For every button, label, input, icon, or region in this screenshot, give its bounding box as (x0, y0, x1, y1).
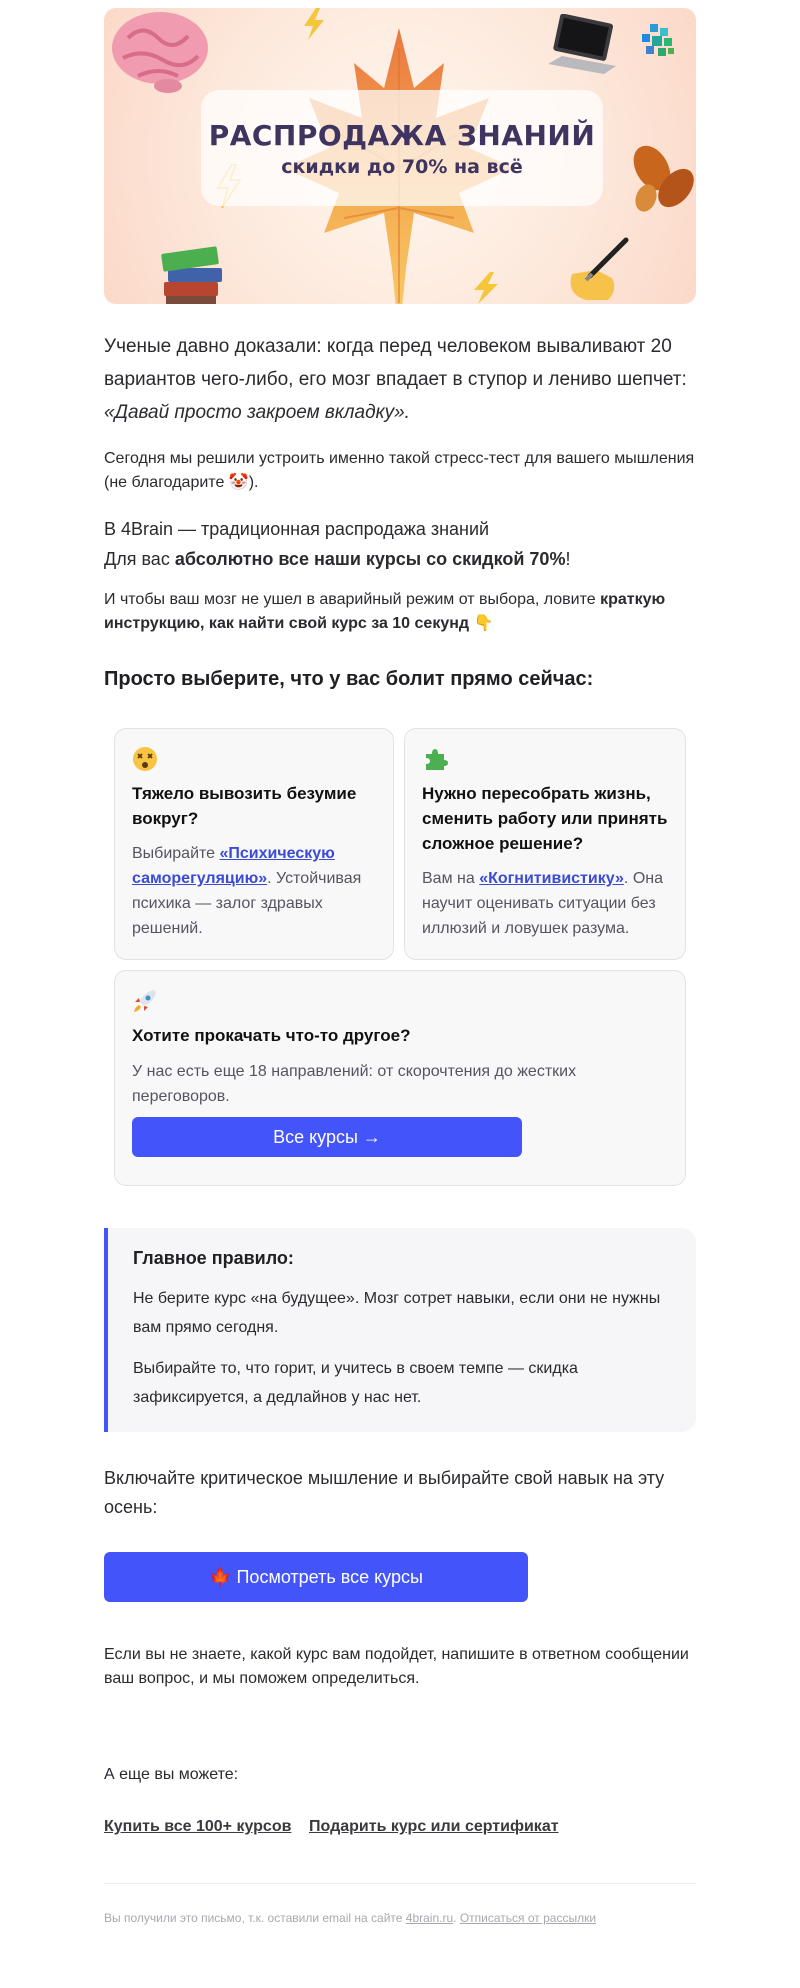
rule-title: Главное правило: (133, 1248, 294, 1268)
buy-all-courses-link[interactable]: Купить все 100+ курсов (104, 1818, 292, 1835)
hero-subtitle: скидки до 70% на всё (281, 155, 523, 178)
intro-lead-paragraph (104, 330, 696, 429)
cta-text: Включайте критическое мышление и выбирайте свой навык на эту осень: (104, 1468, 665, 1517)
site-link[interactable]: 4brain.ru (405, 1911, 454, 1925)
footer-text (104, 1911, 596, 1925)
card-text-after: . Устойчивая психика — залог здравых решений. (132, 870, 362, 937)
main-rule-box (104, 1228, 696, 1432)
footer-note: Вы получили это письмо, т.к. оставили email на сайте (104, 1911, 406, 1925)
card-title: Нужно пересобрать жизнь, сменить работу или принять сложное решение? (422, 784, 668, 853)
intro-lead-text: Ученые давно доказали: когда перед человеком вываливают 20 вариантов чего-либо, его мозг впадает в ступор и лениво шепчет: (104, 336, 687, 390)
sale-line-2-bold: абсолютно все наши курсы со скидкой 70% (174, 549, 566, 569)
sale-line-1: В 4Brain — традиционная распродажа знаний (104, 519, 490, 539)
lightning-icon (300, 8, 328, 40)
dizzy-face-icon (132, 746, 158, 772)
card-text: У нас есть еще 18 направлений: от скорочтения до жестких переговоров. (132, 1063, 577, 1105)
sale-paragraph (104, 514, 696, 574)
writing-hand-icon (556, 234, 632, 304)
intro-lead-italic: «Давай просто закроем вкладку». (104, 402, 410, 423)
card-title: Хотите прокачать что-то другое? (132, 1026, 411, 1045)
card-self-regulation (114, 728, 394, 960)
card-text (422, 866, 674, 941)
lightning-icon (470, 272, 502, 304)
help-paragraph: Если вы не знаете, какой курс вам подойдет, напишите в ответном сообщении ваш вопрос, и мы поможем определиться. (104, 1646, 689, 1687)
hero-banner (104, 8, 696, 304)
footer-separator: . (453, 1911, 460, 1925)
hero-headline-card (201, 90, 603, 206)
autumn-leaves-icon (624, 140, 696, 216)
gift-course-link[interactable]: Подарить курс или сертификат (309, 1818, 559, 1835)
card-text-after: . Она научит оценивать ситуации без иллюзий и ловушек разума. (422, 870, 663, 937)
instruction-bold: краткую инструкцию, как найти свой курс за 10 секунд 👇 (104, 591, 666, 632)
rule-paragraph-2: Выбирайте то, что горит, и учитесь в своем темпе — скидка зафиксируется, а дедлайнов у нас нет. (133, 1360, 578, 1406)
card-text (132, 841, 382, 941)
card-other-directions (114, 970, 686, 1186)
instruction-paragraph (104, 588, 696, 636)
sale-line-2 (104, 544, 696, 574)
card-cognitive-science (404, 728, 686, 960)
footer-divider (104, 1883, 696, 1884)
card-text-before: Вам на (422, 870, 480, 887)
instruction-text: И чтобы ваш мозг не ушел в аварийный режим от выбора, ловите (104, 591, 601, 608)
card-title: Тяжело вывозить безумие вокруг? (132, 784, 357, 828)
brain-icon (108, 8, 212, 94)
hero-title: РАСПРОДАЖА ЗНАНИЙ (208, 118, 596, 152)
rocket-icon (132, 988, 158, 1014)
self-regulation-course-link[interactable]: «Психическую саморегуляцию» (132, 845, 335, 887)
also-label: А еще вы можете: (104, 1766, 239, 1783)
laptop-icon (544, 14, 620, 90)
card-text-before: Выбирайте (132, 845, 220, 862)
rule-paragraph-1: Не берите курс «на будущее». Мозг сотрет навыки, если они не нужны вам прямо сегодня. (133, 1290, 661, 1336)
all-courses-button[interactable]: Все курсы → (132, 1117, 522, 1157)
unsubscribe-link[interactable]: Отписаться от рассылки (459, 1911, 597, 1925)
4brain-logo-icon (640, 24, 676, 60)
email-body (104, 0, 696, 1988)
choose-heading: Просто выберите, что у вас болит прямо сейчас: (104, 668, 594, 690)
view-all-courses-button[interactable]: 🍁 Посмотреть все курсы (104, 1552, 528, 1602)
sale-line-2-text: Для вас (104, 549, 175, 569)
sale-line-2-end: ! (565, 549, 571, 569)
stress-test-paragraph: Сегодня мы решили устроить именно такой стресс-тест для вашего мышления (не благодарите 🤡). (104, 450, 695, 491)
puzzle-icon (422, 746, 448, 772)
books-icon (160, 242, 226, 304)
cognitive-science-course-link[interactable]: «Когнитивистику» (479, 870, 624, 887)
